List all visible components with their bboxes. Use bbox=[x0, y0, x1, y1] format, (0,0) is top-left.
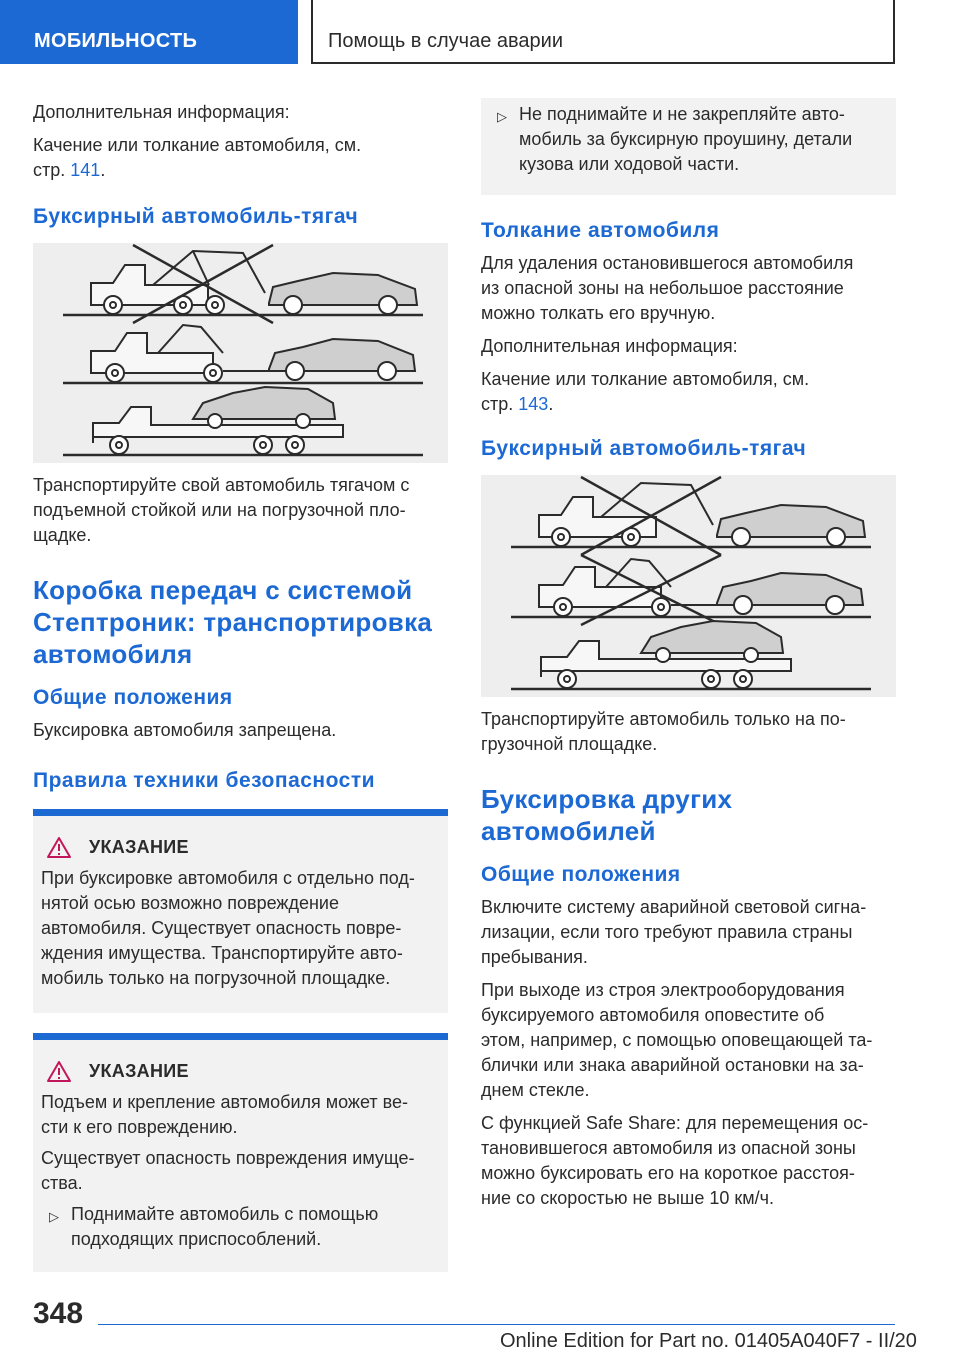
text: автомобиля bbox=[33, 639, 193, 669]
text: мобиль за буксирную проушину, детали bbox=[519, 129, 853, 149]
text: При выходе из строя электрооборудования bbox=[481, 980, 845, 1000]
notice-text bbox=[41, 866, 440, 991]
warning-icon bbox=[47, 836, 71, 858]
text: автомобилей bbox=[481, 816, 656, 846]
heading-tow-truck: Буксирный автомобиль-тягач bbox=[33, 205, 359, 228]
paragraph: Дополнительная информация: bbox=[33, 102, 290, 122]
text: стр. bbox=[481, 394, 519, 414]
text: мобиль только на погрузочной площадке. bbox=[41, 968, 391, 988]
section-tab: МОБИЛЬНОСТЬ bbox=[0, 0, 298, 64]
text: щадке. bbox=[33, 525, 92, 545]
tow-illustration-2 bbox=[481, 475, 896, 697]
text: Качение или толкание автомобиля, см. bbox=[33, 135, 362, 155]
text: пребывания. bbox=[481, 947, 588, 967]
notice-text bbox=[41, 1090, 440, 1140]
text: подъемной стойкой или на погрузочной пло- bbox=[33, 500, 406, 520]
notice-label: УКАЗАНИЕ bbox=[89, 1060, 189, 1081]
text: Стептроник: транспортировка bbox=[33, 607, 433, 637]
text: автомобиля. Существует опасность повре- bbox=[41, 918, 402, 938]
paragraph bbox=[481, 978, 896, 1103]
heading-tow-truck: Буксирный автомобиль-тягач bbox=[481, 437, 807, 460]
heading-general: Общие положения bbox=[33, 686, 233, 709]
text: . bbox=[548, 394, 554, 414]
heading-towing-others bbox=[481, 783, 896, 847]
text: Существует опасность повреждения имуще- bbox=[41, 1148, 415, 1168]
right-column bbox=[481, 100, 896, 1219]
triangle-bullet-icon: ▷ bbox=[49, 1209, 59, 1224]
text: из опасной зоны на небольшое расстояние bbox=[481, 278, 844, 298]
left-column bbox=[33, 100, 448, 1272]
text: Транспортируйте автомобиль только на по- bbox=[481, 709, 846, 729]
text: При буксировке автомобиля с отдельно под- bbox=[41, 868, 415, 888]
text: можно буксировать его на короткое расстоя- bbox=[481, 1163, 855, 1183]
paragraph bbox=[481, 1111, 896, 1211]
tow-methods-image bbox=[33, 243, 448, 463]
notice-label: УКАЗАНИЕ bbox=[89, 836, 189, 857]
text: стр. bbox=[33, 160, 71, 180]
page-number: 348 bbox=[33, 1297, 84, 1330]
text: сти к его повреждению. bbox=[41, 1117, 238, 1137]
triangle-bullet-icon: ▷ bbox=[497, 109, 507, 124]
text: кузова или ходовой части. bbox=[519, 154, 740, 174]
notice-header bbox=[41, 1060, 440, 1082]
heading-steptronic bbox=[33, 574, 448, 670]
footer-edition: Online Edition for Part no. 01405A040F7 - II/20 bbox=[500, 1330, 917, 1352]
text: Включите систему аварийной световой сигна- bbox=[481, 897, 867, 917]
text: буксируемого автомобиля оповестите об bbox=[481, 1005, 825, 1025]
text: ние со скоростью не выше 10 км/ч. bbox=[481, 1188, 775, 1208]
paragraph bbox=[481, 367, 896, 417]
text: грузочной площадке. bbox=[481, 734, 658, 754]
text: этом, например, с помощью оповещающей та- bbox=[481, 1030, 873, 1050]
notice-box-1 bbox=[33, 809, 448, 1013]
list-item-text bbox=[71, 1202, 378, 1252]
text: . bbox=[100, 160, 106, 180]
page-reference-link[interactable]: 143 bbox=[518, 394, 549, 414]
text: можно толкать его вручную. bbox=[481, 303, 716, 323]
figure-caption bbox=[481, 707, 896, 757]
notice-header bbox=[41, 836, 440, 858]
text: блички или знака аварийной остановки на за- bbox=[481, 1055, 864, 1075]
text: ства. bbox=[41, 1173, 83, 1193]
text: нятой осью возможно повреждение bbox=[41, 893, 339, 913]
list-item bbox=[489, 102, 888, 177]
list-item bbox=[41, 1202, 440, 1252]
notice-continuation bbox=[481, 98, 896, 195]
tow-illustration-1 bbox=[33, 243, 448, 463]
page-reference-link[interactable]: 141 bbox=[70, 160, 101, 180]
text: Поднимайте автомобиль с помощью bbox=[71, 1204, 379, 1224]
text: Транспортируйте свой автомобиль тягачом с bbox=[33, 475, 410, 495]
notice-box-2 bbox=[33, 1033, 448, 1272]
text: тановившегося автомобиля из опасной зоны bbox=[481, 1138, 856, 1158]
text: С функцией Safe Share: для перемещения ос- bbox=[481, 1113, 869, 1133]
paragraph: Буксировка автомобиля запрещена. bbox=[33, 720, 337, 740]
text: Подъем и крепление автомобиля может ве- bbox=[41, 1092, 408, 1112]
notice-text bbox=[41, 1146, 440, 1196]
heading-general: Общие положения bbox=[481, 863, 681, 886]
paragraph bbox=[481, 895, 896, 970]
text: Коробка передач с системой bbox=[33, 575, 413, 605]
paragraph bbox=[481, 251, 896, 326]
footer-divider bbox=[98, 1324, 895, 1325]
figure-caption bbox=[33, 473, 448, 548]
tow-methods-image bbox=[481, 475, 896, 697]
list-item-text bbox=[519, 102, 852, 177]
text: лизации, если того требуют правила страны bbox=[481, 922, 853, 942]
paragraph: Дополнительная информация: bbox=[481, 336, 738, 356]
heading-safety-rules: Правила техники безопасности bbox=[33, 769, 376, 792]
warning-icon bbox=[47, 1060, 71, 1082]
text: Качение или толкание автомобиля, см. bbox=[481, 369, 810, 389]
text: Буксировка других bbox=[481, 784, 733, 814]
paragraph bbox=[33, 133, 448, 183]
text: днем стекле. bbox=[481, 1080, 590, 1100]
text: Для удаления остановившегося автомобиля bbox=[481, 253, 854, 273]
text: Не поднимайте и не закрепляйте авто- bbox=[519, 104, 845, 124]
chapter-title: Помощь в случае аварии bbox=[311, 0, 895, 64]
text: ждения имущества. Транспортируйте авто- bbox=[41, 943, 403, 963]
text: подходящих приспособлений. bbox=[71, 1229, 322, 1249]
heading-pushing: Толкание автомобиля bbox=[481, 219, 720, 242]
